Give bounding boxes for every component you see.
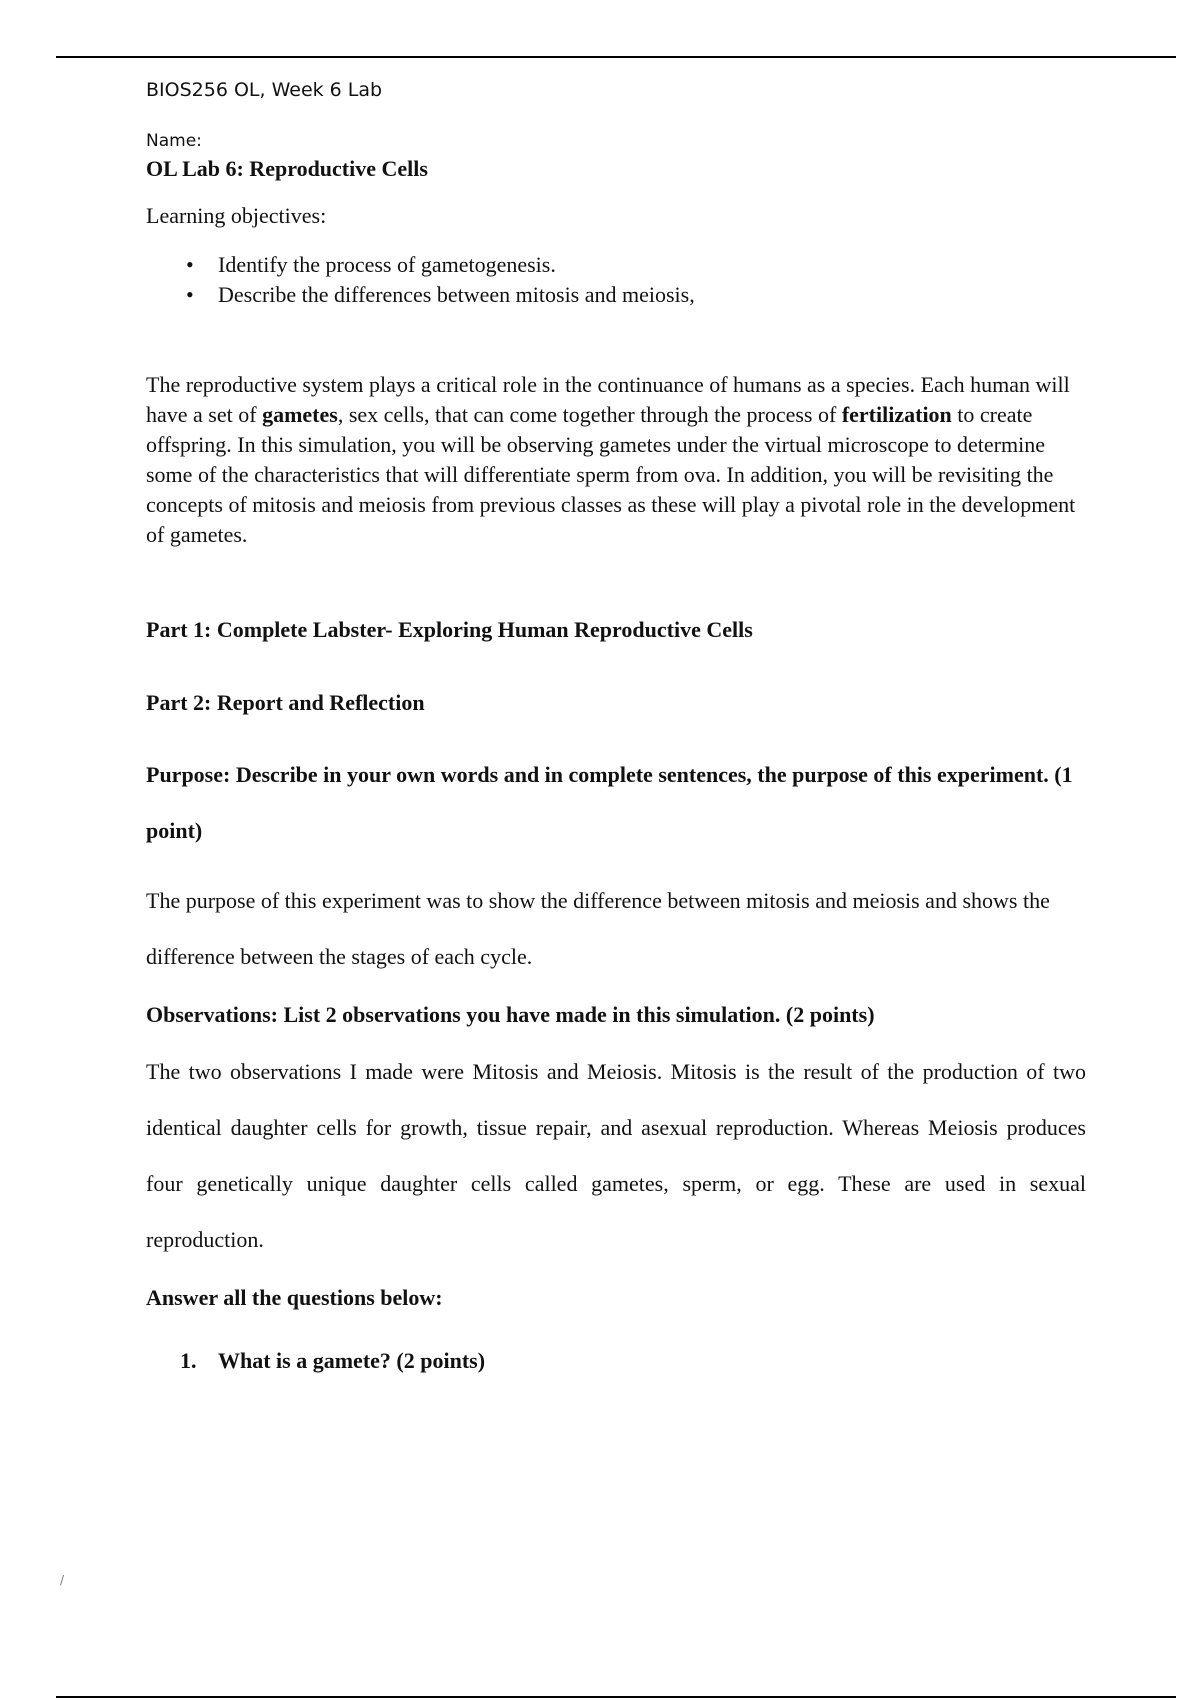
list-item xyxy=(146,280,1086,310)
purpose-answer: The purpose of this experiment was to show the difference between mitosis and meiosis and shows the difference between the stages of each cycle. xyxy=(146,888,1050,970)
objective-text: Identify the process of gametogenesis. xyxy=(218,252,556,278)
document-page xyxy=(146,70,1086,1375)
bullet-icon: • xyxy=(186,282,194,308)
bullet-icon: • xyxy=(186,252,194,278)
intro-text: The reproductive system plays a critical role in the continuance of humans as a species. Each human will have a set of xyxy=(146,372,1070,428)
part2-heading: Part 2: Report and Reflection xyxy=(146,689,425,715)
objectives-list xyxy=(146,250,1086,310)
question-number: 1. xyxy=(180,1347,197,1373)
intro-text: to create offspring. In this simulation, you will be observing gametes under the virtual microscope to determine some of the characteristics that will differentiate sperm from ova. In addition, you will be revisiting the concepts of mitosis and meiosis from previous classes as these will play a pivotal role in the development of gametes. xyxy=(146,402,1076,548)
list-item xyxy=(146,1347,1086,1376)
answer-all-heading: Answer all the questions below: xyxy=(146,1285,443,1311)
intro-text: , sex cells, that can come together through the process of xyxy=(337,402,842,428)
purpose-question: Purpose: Describe in your own words and in complete sentences, the purpose of this experiment. (1 point) xyxy=(146,762,1073,844)
bottom-rule xyxy=(56,1696,1176,1698)
part1-heading: Part 1: Complete Labster- Exploring Human Reproductive Cells xyxy=(146,617,753,643)
objective-text: Describe the differences between mitosis and meiosis, xyxy=(218,282,695,308)
corner-mark: / xyxy=(60,1573,65,1587)
page-title: OL Lab 6: Reproductive Cells xyxy=(146,156,428,182)
term-gametes: gametes xyxy=(262,402,338,428)
observations-question: Observations: List 2 observations you have made in this simulation. (2 points) xyxy=(146,1002,875,1028)
list-item xyxy=(146,250,1086,280)
intro-paragraph xyxy=(146,370,1086,550)
top-rule xyxy=(56,56,1176,58)
objectives-label: Learning objectives: xyxy=(146,202,327,228)
question-text: What is a gamete? (2 points) xyxy=(218,1347,486,1373)
observations-answer: The two observations I made were Mitosis and Meiosis. Mitosis is the result of the production of two identical daughter cells for growth, tissue repair, and asexual reproduction. Whereas Meiosis produces four genetically unique daughter cells called gametes, sperm, or egg. These are used in sexual reproduction. xyxy=(146,1059,1086,1253)
term-fertilization: fertilization xyxy=(841,402,952,428)
course-header: BIOS256 OL, Week 6 Lab xyxy=(146,79,383,101)
questions-list xyxy=(146,1347,1086,1376)
name-label: Name: xyxy=(146,130,202,151)
